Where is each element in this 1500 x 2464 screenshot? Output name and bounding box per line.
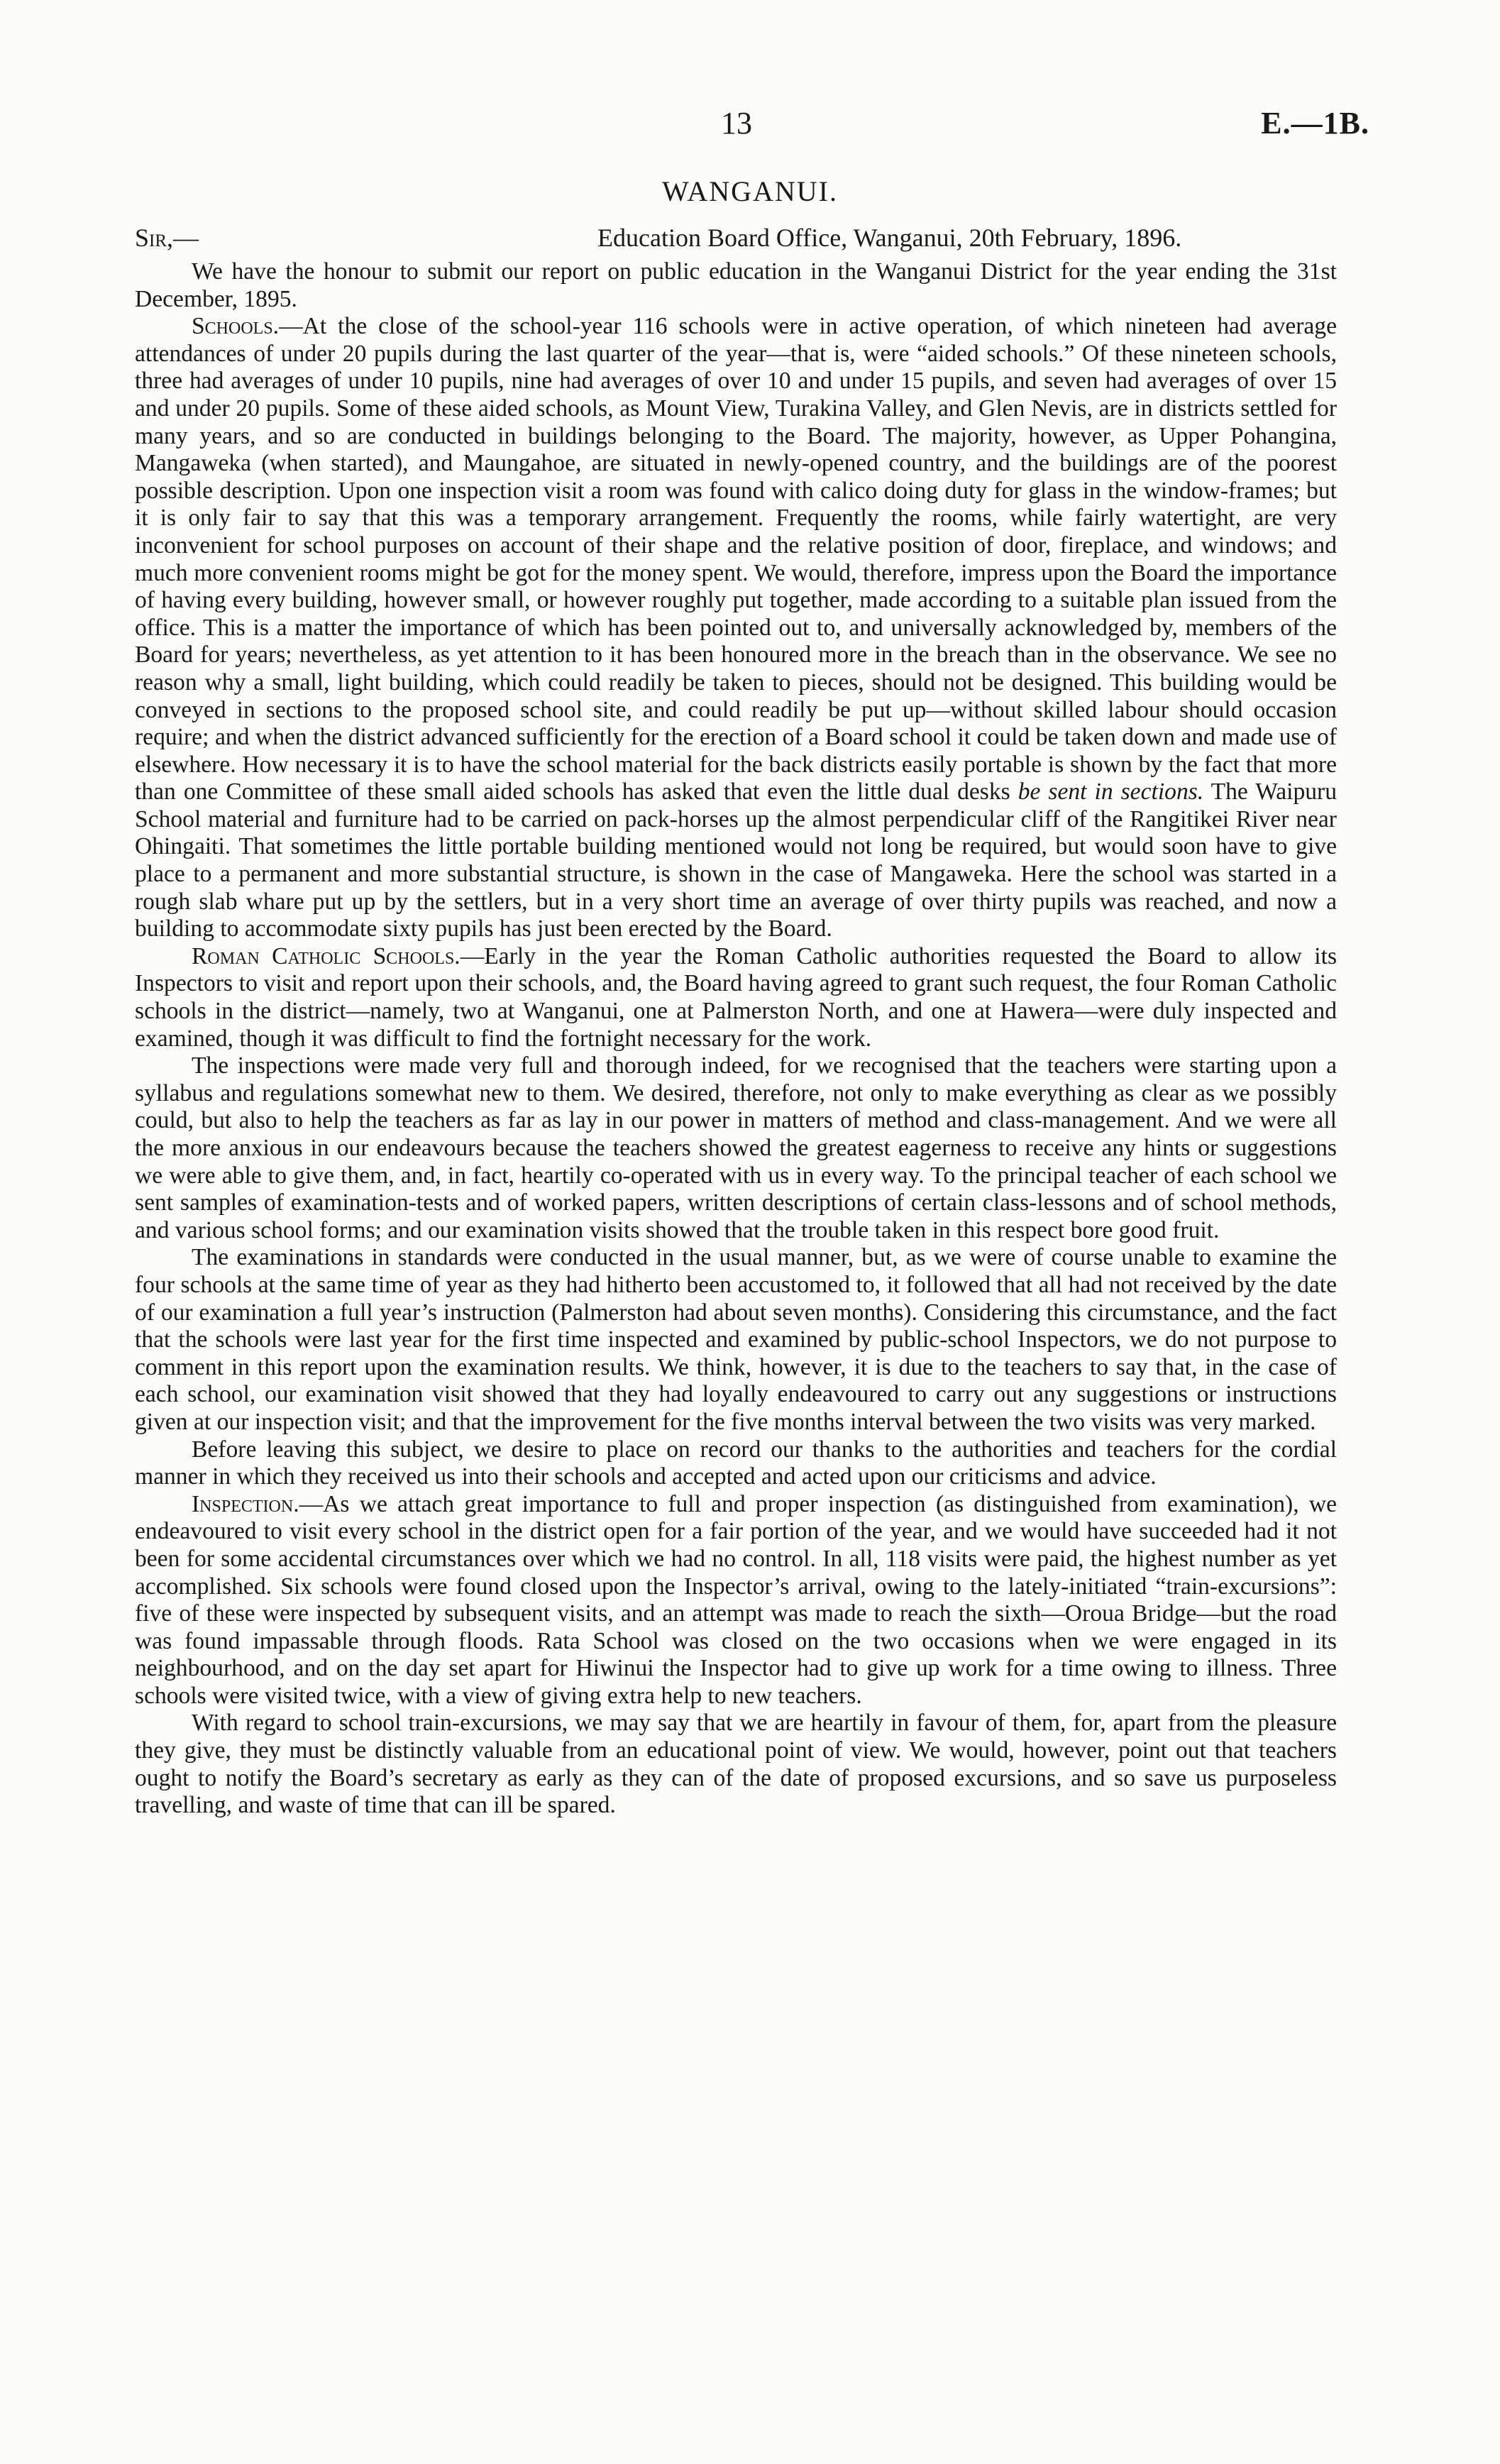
paragraph-thanks xyxy=(135,1436,1337,1491)
document-reference: E.—1B. xyxy=(1261,106,1369,141)
paragraph-inspections xyxy=(135,1052,1337,1244)
paragraph-text: The examinations in standards were conducted in the usual manner, but, as we were of course unable to examine the four schools at the same time of year as they had hitherto been accustomed to, it followed that all had not received by the date of our examination a full year’s instruction (Palmerston had about seven months). Considering this circumstance, and the fact that the schools were last year for the first time inspected and examined by public-school Inspectors, we do not purpose to comment in this report upon the examination results. We think, however, it is due to the teachers to say that, in the case of each school, our examination visit showed that they had loyally endeavoured to carry out any suggestions or instructions given at our inspection visit; and that the improvement for the five months interval between the two visits was very marked. xyxy=(135,1244,1337,1435)
paragraph-text: We have the honour to submit our report on public education in the Wanganui District for the year ending the 31st December, 1895. xyxy=(135,258,1337,312)
paragraph-roman-catholic xyxy=(135,943,1337,1052)
paragraph-schools xyxy=(135,313,1337,943)
report-body xyxy=(135,258,1337,1820)
page-number: 13 xyxy=(721,106,752,141)
salutation-line xyxy=(135,223,1337,255)
paragraph-italic: be sent in sections. xyxy=(1018,779,1204,805)
paragraph-text: —Early in the year the Roman Catholic authorities requested the Board to allow its Inspectors to visit and report upon their schools, and, the Board having agreed to grant such request, the four Roman Catholic schools in the district—namely, two at Wanganui, one at Palmerston North, and one at Hawera—were duly inspected and examined, though it was difficult to find the fortnight necessary for the work. xyxy=(135,942,1338,1052)
paragraph-text: The inspections were made very full and thorough indeed, for we recognised that the teachers were starting upon a syllabus and regulations somewhat new to them. We desired, therefore, not only to make everything as clear as we possibly could, but also to help the teachers as far as lay in our power in matters of method and class-management. And we were all the more anxious in our endeavours because the teachers showed the greatest eagerness to receive any hints or suggestions we were able to give them, and, in fact, heartily co-operated with us in every way. To the principal teacher of each school we sent samples of examination-tests and of worked papers, written descriptions of certain class-lessons and of school methods, and various school forms; and our examination visits showed that the trouble taken in this respect bore good fruit. xyxy=(135,1052,1337,1243)
page-header xyxy=(0,105,1500,155)
paragraph-heading: Schools. xyxy=(192,313,280,340)
paragraph-text-after: The Waipuru School material and furniture had to be carried on pack-horses up the almost perpendicular cliff of the Rangitikei River near Ohingaiti. That sometimes the little portable building mentioned would not long be required, but would soon have to give place to a permanent and more substantial structure, is shown in the case of Mangaweka. Here the school was started in a rough slab whare put up by the settlers, but in a very short time an average of over thirty pupils was reached, and now a building to accommodate sixty pupils has just been erected by the Board. xyxy=(135,779,1337,942)
paragraph-inspection xyxy=(135,1491,1337,1710)
paragraph-text: —As we attach great importance to full and proper inspection (as distinguished from examination), we endeavoured to visit every school in the district open for a fair portion of the year, and we would have succeeded had it not been for some accidental circumstances over which we had no control. In all, 118 visits were paid, the highest number as yet accomplished. Six schools were found closed upon the Inspector’s arrival, owing to the lately-initiated “train-excursions”: five of these were inspected by subsequent visits, and an attempt was made to reach the sixth—Oroua Bridge—but the road was found impassable through floods. Rata School was closed on the two occasions when we were engaged in its neighbourhood, and on the day set apart for Hiwinui the Inspector had to give up work for a time owing to illness. Three schools were visited twice, with a view of giving extra help to new teachers. xyxy=(135,1490,1337,1709)
paragraph-heading: Inspection. xyxy=(192,1490,299,1517)
paragraph-heading: Roman Catholic Schools. xyxy=(192,942,461,969)
paragraph-text: —At the close of the school-year 116 schools were in active operation, of which nineteen had average attendances of under 20 pupils during the last quarter of the year—that is, were “aided schools.” Of these nineteen schools, three had averages of under 10 pupils, nine had averages of over 10 and under 15 pupils, and seven had averages of over 15 and under 20 pupils. Some of these aided schools, as Mount View, Turakina Valley, and Glen Nevis, are in districts settled for many years, and so are conducted in buildings belonging to the Board. The majority, however, as Upper Pohangina, Mangaweka (when started), and Maungahoe, are situated in newly-opened country, and the buildings are of the poorest possible description. Upon one inspection visit a room was found with calico doing duty for glass in the window-frames; but it is only fair to say that this was a temporary arrangement. Frequently the rooms, while fairly watertight, are very inconvenient for school purposes on account of their shape and the relative position of door, fireplace, and windows; and much more convenient rooms might be got for the money spent. We would, therefore, impress upon the Board the importance of having every building, however small, or however roughly put together, made according to a suitable plan issued from the office. This is a matter the importance of which has been pointed out to, and universally acknowledged by, members of the Board for years; nevertheless, as yet attention to it has been honoured more in the breach than in the observance. We see no reason why a small, light building, which could readily be taken to pieces, should not be designed. This building would be conveyed in sections to the proposed school site, and could readily be put up—without skilled labour should occasion require; and when the district advanced sufficiently for the erection of a Board school it could be taken down and made use of elsewhere. How necessary it is to have the school material for the back districts easily portable is shown by the fact that more than one Committee of these small aided schools has asked that even the little dual desks xyxy=(135,313,1337,805)
dateline: Education Board Office, Wanganui, 20th February, 1896. xyxy=(597,224,1182,252)
paragraph-train-excursions xyxy=(135,1710,1337,1819)
paragraph-examinations xyxy=(135,1244,1337,1436)
paragraph-text: With regard to school train-excursions, we may say that we are heartily in favour of them, for, apart from the pleasure they give, they must be distinctly valuable from an educational point of view. We would, however, point out that teachers ought to notify the Board’s secretary as early as they can of the date of proposed excursions, and so save us purposeless travelling, and waste of time that can ill be spared. xyxy=(135,1710,1337,1819)
salutation: Sir,— xyxy=(135,224,199,252)
section-title: WANGANUI. xyxy=(662,175,838,207)
paragraph-text: Before leaving this subject, we desire to place on record our thanks to the authorities and teachers for the cordial manner in which they received us into their schools and accepted and acted upon our criticisms and advice. xyxy=(135,1436,1337,1490)
paragraph-intro xyxy=(135,258,1337,313)
